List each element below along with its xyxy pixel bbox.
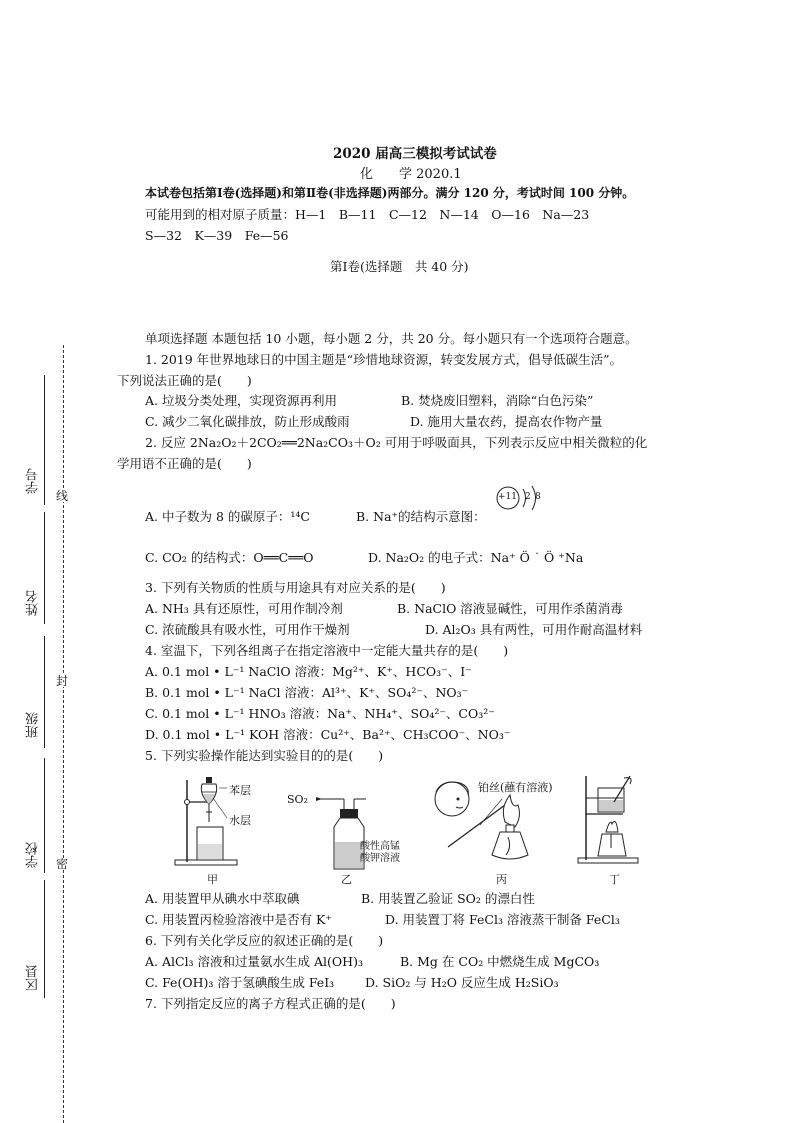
- q2-option-c[interactable]: C. CO₂ 的结构式：O══C══O: [145, 550, 314, 565]
- label-platinum-wire: 铂丝(蘸有溶液): [478, 781, 553, 794]
- label-yi: 乙: [341, 873, 352, 886]
- field-line-class[interactable]: [44, 636, 45, 748]
- q1-option-a[interactable]: A. 垃圾分类处理，实现资源再利用: [145, 393, 337, 408]
- q3-option-b[interactable]: B. NaClO 溶液显碱性，可用作杀菌消毒: [397, 601, 623, 616]
- q3-stem: 3. 下列有关物质的性质与用途具有对应关系的是( ): [145, 580, 446, 595]
- q3-option-d[interactable]: D. Al₂O₃ 具有两性，可用作耐高温材料: [425, 622, 643, 637]
- apparatus-ding-evaporation: [578, 772, 648, 867]
- na-ion-nucleus-charge: +11: [498, 492, 517, 502]
- q2-stem-line1: 2. 反应 2Na₂O₂＋2CO₂══2Na₂CO₃＋O₂ 可用于呼吸面具，下列表示反应中相关微粒的化: [145, 435, 648, 450]
- seal-char-xian: 线: [56, 489, 69, 503]
- label-so2: SO₂: [287, 793, 308, 806]
- binding-dashed-line: [63, 345, 64, 1123]
- label-bing: 丙: [496, 873, 507, 886]
- label-ding: 丁: [609, 873, 620, 886]
- q7-stem: 7. 下列指定反应的离子方程式正确的是( ): [145, 996, 396, 1011]
- label-benzene-layer: 苯层: [229, 784, 251, 797]
- q1-stem-line1: 1. 2019 年世界地球日的中国主题是“珍惜地球资源，转变发展方式，倡导低碳生活”。: [145, 352, 622, 367]
- q1-option-c[interactable]: C. 减少二氧化碳排放，防止形成酸雨: [145, 414, 350, 429]
- q2-stem-line2: 学用语不正确的是( ): [117, 456, 252, 471]
- label-school: 学校: [26, 842, 41, 868]
- q3-option-a[interactable]: A. NH₃ 具有还原性，可用作制冷剂: [145, 601, 343, 616]
- q1-stem-line2: 下列说法正确的是( ): [117, 373, 252, 388]
- label-name: 姓名: [26, 590, 41, 616]
- na-ion-shell-2: 8: [535, 492, 541, 502]
- q5-stem: 5. 下列实验操作能达到实验目的的是( ): [145, 748, 384, 763]
- q6-option-a[interactable]: A. AlCl₃ 溶液和过量氨水生成 Al(OH)₃: [145, 954, 363, 969]
- q4-option-b[interactable]: B. 0.1 mol • L⁻¹ NaCl 溶液：Al³⁺、K⁺、SO₄²⁻、NO₃⁻: [145, 685, 469, 700]
- q5-option-d[interactable]: D. 用装置丁将 FeCl₃ 溶液蒸干制备 FeCl₃: [385, 912, 620, 927]
- q4-option-d[interactable]: D. 0.1 mol • L⁻¹ KOH 溶液：Cu²⁺、Ba²⁺、CH₃COO⁻、NO₃⁻: [145, 727, 511, 742]
- q2-option-d[interactable]: D. Na₂O₂ 的电子式：Na⁺ Ö ˙ Ö ⁺Na: [368, 550, 584, 565]
- q5-option-b[interactable]: B. 用装置乙验证 SO₂ 的漂白性: [361, 891, 535, 906]
- exam-subject: 化 学 2020.1: [360, 167, 462, 182]
- q3-option-c[interactable]: C. 浓硫酸具有吸水性，可用作干燥剂: [145, 622, 350, 637]
- q2-option-b[interactable]: B. Na⁺的结构示意图：: [356, 509, 486, 524]
- q5-option-a[interactable]: A. 用装置甲从碘水中萃取碘: [145, 891, 300, 906]
- label-water-layer: 水层: [229, 814, 251, 827]
- na-ion-shell-1: 2: [525, 492, 531, 502]
- section-heading: 单项选择题 本题包括 10 小题，每小题 2 分，共 20 分。每小题只有一个选项符合题意。: [145, 331, 638, 346]
- q6-option-d[interactable]: D. SiO₂ 与 H₂O 反应生成 H₂SiO₃: [365, 975, 559, 990]
- label-district: 区县: [26, 965, 41, 991]
- q4-stem: 4. 室温下，下列各组离子在指定溶液中一定能大量共存的是( ): [145, 643, 509, 658]
- q2-option-a[interactable]: A. 中子数为 8 的碳原子：¹⁴C: [145, 509, 310, 524]
- seal-char-mi: 密: [56, 857, 69, 871]
- field-line-school[interactable]: [44, 758, 45, 873]
- q5-option-c[interactable]: C. 用装置丙检验溶液中是否有 K⁺: [145, 912, 332, 927]
- atomic-masses-line2: S—32 K—39 Fe—56: [145, 228, 289, 243]
- label-student-id: 学号: [26, 468, 41, 494]
- q4-option-a[interactable]: A. 0.1 mol • L⁻¹ NaClO 溶液：Mg²⁺、K⁺、HCO₃⁻、I⁻: [145, 664, 472, 679]
- q6-stem: 6. 下列有关化学反应的叙述正确的是( ): [145, 933, 384, 948]
- label-jia: 甲: [207, 873, 218, 886]
- label-class: 班级: [26, 712, 41, 738]
- label-kmno4-line2: 酸钾溶液: [360, 853, 400, 864]
- q1-option-d[interactable]: D. 施用大量农药，提高农作物产量: [410, 414, 603, 429]
- field-line-district[interactable]: [44, 880, 45, 998]
- q4-option-c[interactable]: C. 0.1 mol • L⁻¹ HNO₃ 溶液：Na⁺、NH₄⁺、SO₄²⁻、CO₃²⁻: [145, 706, 495, 721]
- seal-char-feng: 封: [56, 674, 69, 688]
- field-line-student-id[interactable]: [44, 375, 45, 505]
- exam-intro: 本试卷包括第Ⅰ卷(选择题)和第Ⅱ卷(非选择题)两部分。满分 120 分，考试时间 100 分钟。: [145, 186, 635, 200]
- q1-option-b[interactable]: B. 焚烧废旧塑料，消除“白色污染”: [401, 393, 594, 408]
- part1-heading: 第Ⅰ卷(选择题 共 40 分): [330, 259, 469, 274]
- na-ion-structure-diagram: [494, 484, 544, 520]
- exam-title: 2020 届高三模拟考试试卷: [333, 146, 497, 162]
- atomic-masses-line1: 可能用到的相对原子质量：H—1 B—11 C—12 N—14 O—16 Na—23: [145, 207, 590, 222]
- q6-option-c[interactable]: C. Fe(OH)₃ 溶于氢碘酸生成 FeI₃: [145, 975, 335, 990]
- field-line-name[interactable]: [44, 512, 45, 624]
- label-kmno4-line1: 酸性高锰: [360, 841, 400, 852]
- q6-option-b[interactable]: B. Mg 在 CO₂ 中燃烧生成 MgCO₃: [400, 954, 600, 969]
